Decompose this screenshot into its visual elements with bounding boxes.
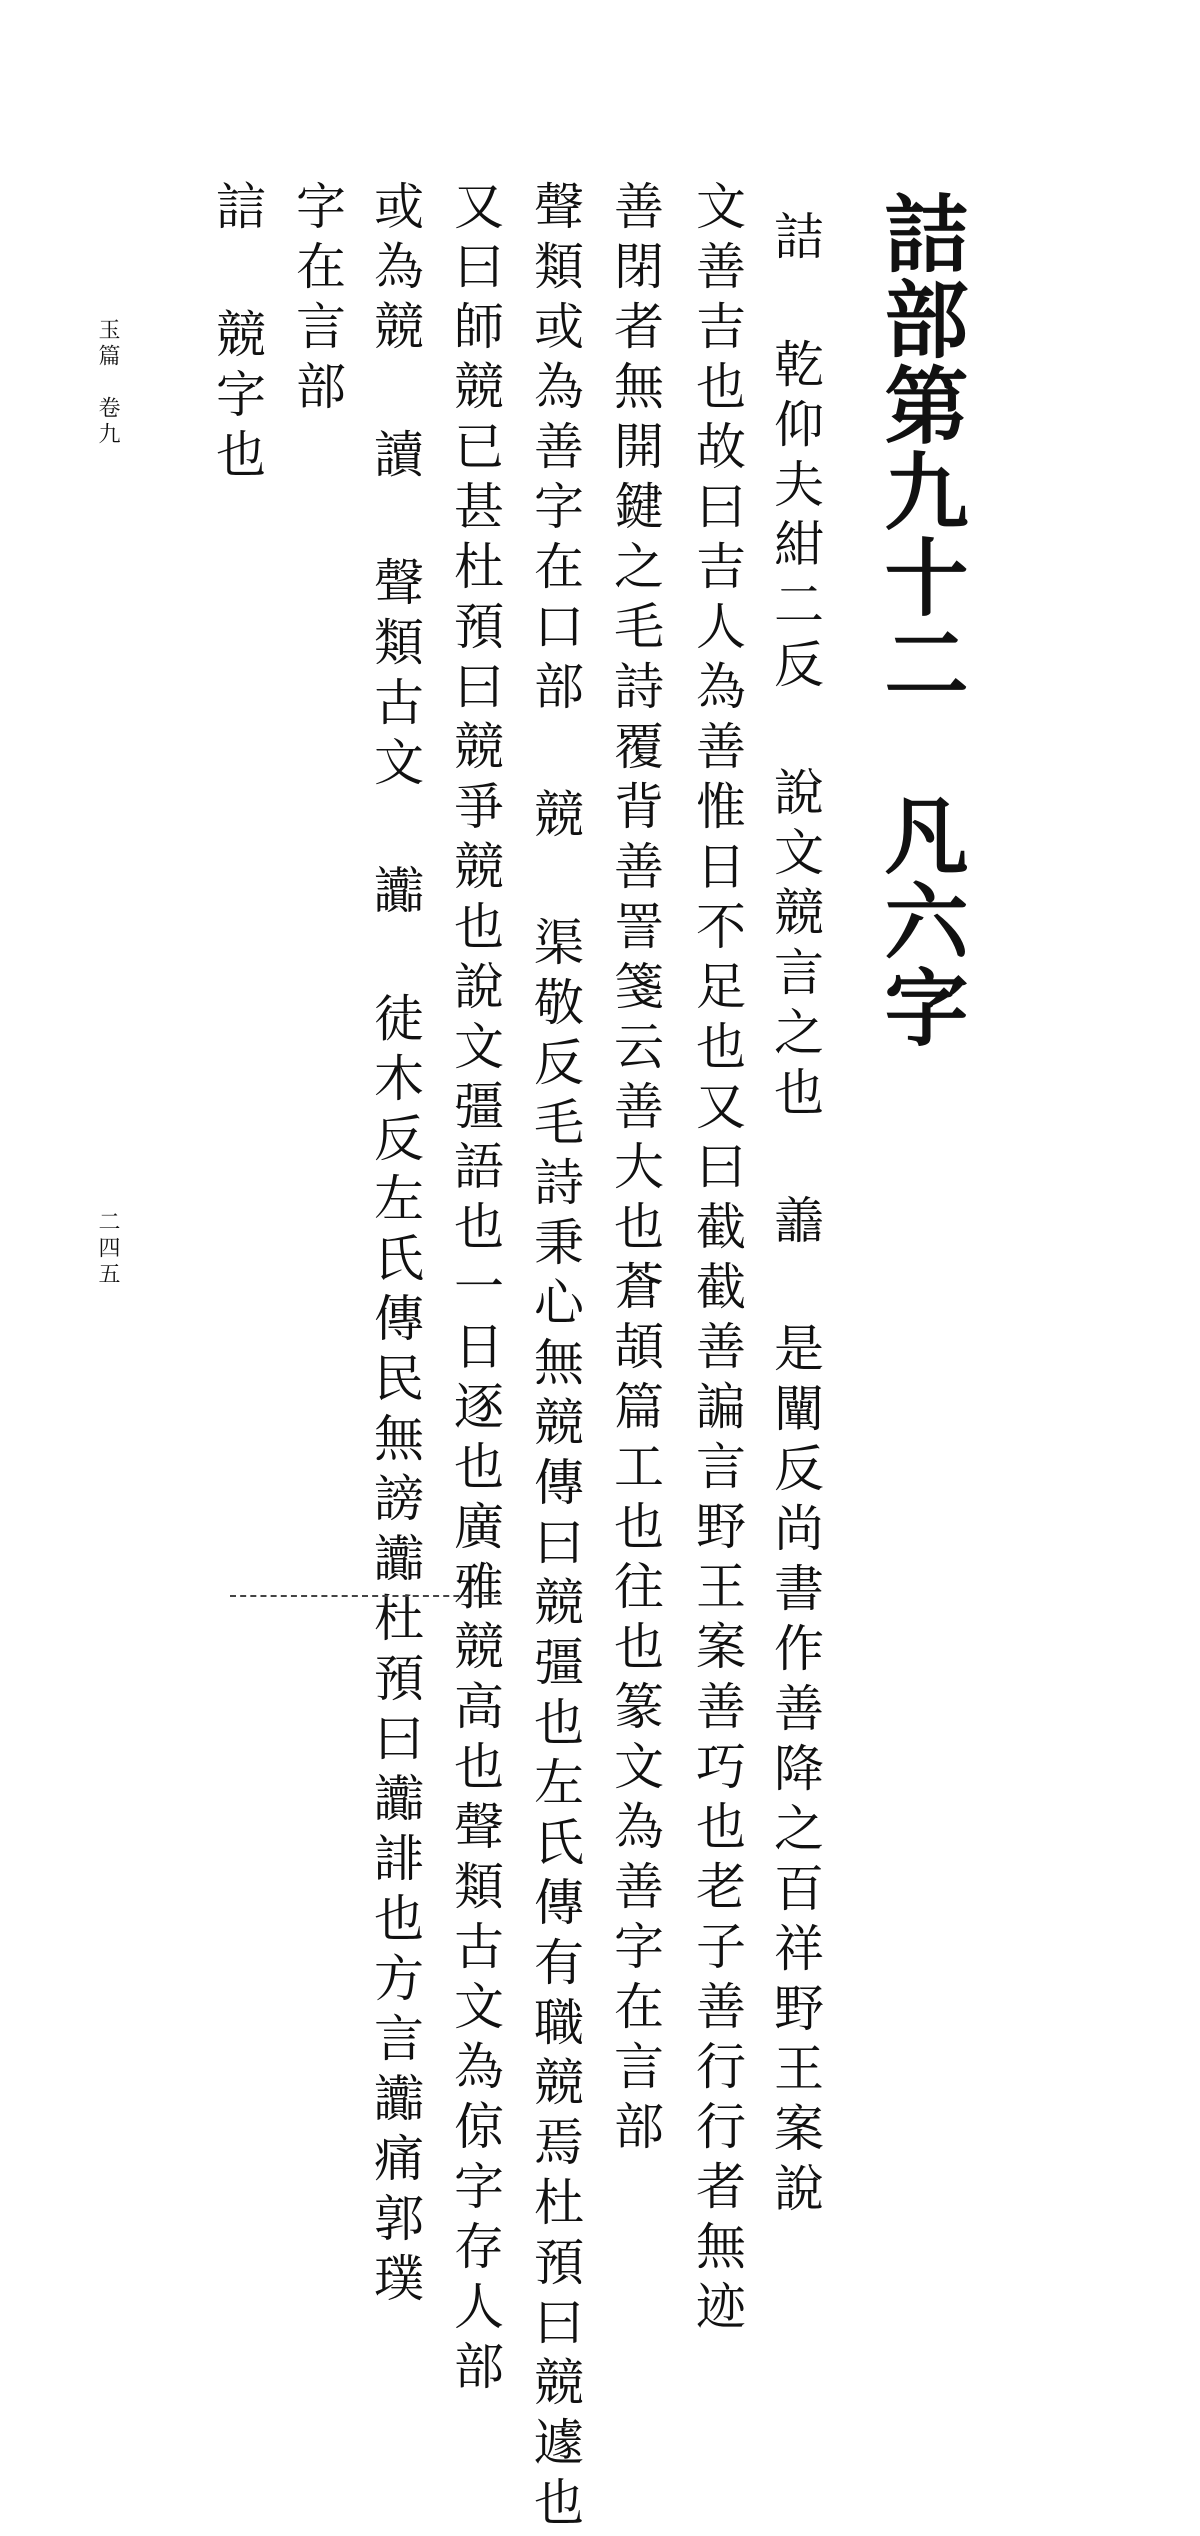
text-column-1: 詰 乾仰夫紺二反 說文競言之也 譱 是闡反尚書作善降之百祥野王案說 [766,210,824,2222]
bottom-rule [230,1595,500,1597]
section-heading: 詰部第九十二 凡六字 [871,190,970,1050]
text-column-7: 字在言部 [288,180,346,420]
text-column-5: 又曰師競已甚杜預曰競爭競也說文彊語也一日逐也廣雅競高也聲類古文為倞字存人部 [446,180,504,2400]
running-title: 玉篇 卷九 [95,318,120,448]
text-column-8: 誩 競字也 [208,180,266,488]
text-column-3: 善閉者無開鍵之毛詩覆背善詈箋云善大也蒼頡篇工也往也篆文為善字在言部 [606,180,664,2160]
text-column-6: 或為競 讀 聲類古文 讟 徒木反左氏傳民無謗讟杜預曰讟誹也方言讟痛郭璞 [366,180,424,2312]
text-column-2: 文善吉也故曰吉人為善惟日不足也又曰截截善諞言野王案善巧也老子善行行者無迹 [688,180,746,2340]
text-column-4: 聲類或為善字在口部 競 渠敬反毛詩秉心無競傳曰競彊也左氏傳有職競焉杜預曰競遽也 [526,180,584,2536]
page-number: 二四五 [95,1210,120,1288]
